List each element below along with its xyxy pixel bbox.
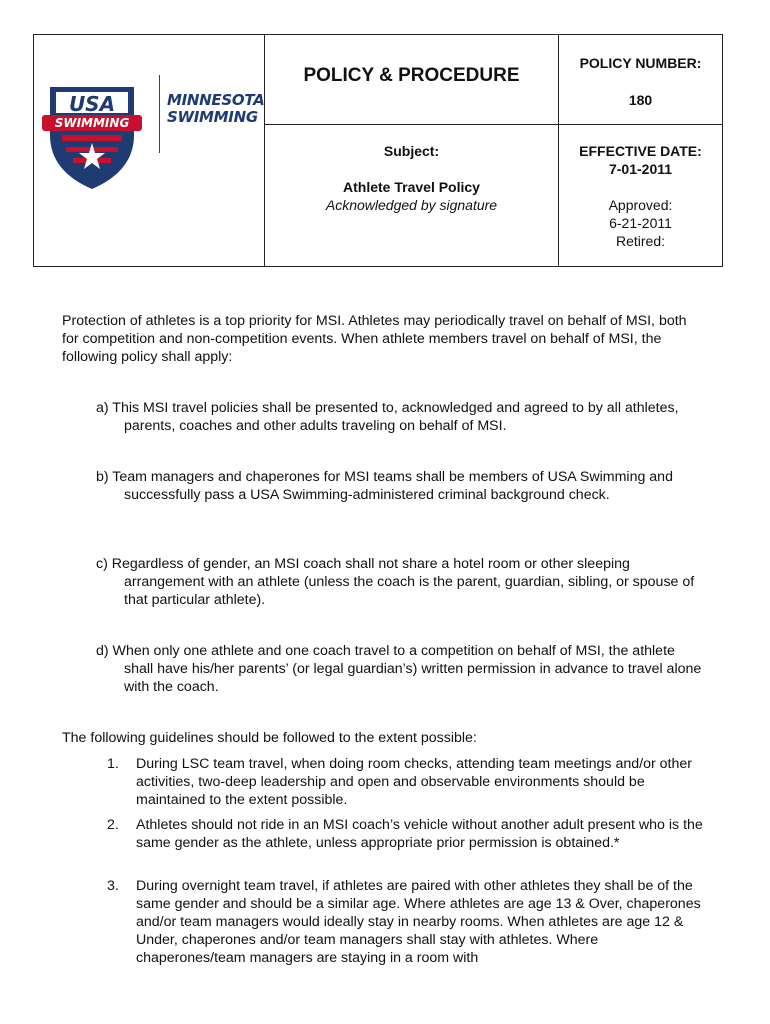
guideline-item-1 [107,755,707,809]
policy-item-text: a) This MSI travel policies shall be presented to, acknowledged and agreed to by all athletes, parents, coaches and other adults traveling on behalf of MSI. [96,400,679,434]
dates-cell [559,125,722,266]
policy-number-label: POLICY NUMBER: [579,55,702,71]
guideline-item-2 [107,816,707,852]
effective-date-value: 7-01-2011 [608,161,673,177]
policy-item-text: b) Team managers and chaperones for MSI teams shall be members of USA Swimming and successfully pass a USA Swimming-administered criminal background check. [96,469,673,503]
title-cell [265,35,559,125]
swimming-text: SWIMMING [54,116,130,130]
org-bottom-text: SWIMMING [167,108,258,126]
retired-label: Retired: [615,233,666,249]
usa-swimming-logo [42,73,142,193]
guideline-text: During LSC team travel, when doing room checks, attending team meetings and/or other activities, two-deep leadership and open and observable environments should be maintained to the extent possible. [136,756,692,808]
guidelines-intro: The following guidelines should be followed to the extent possible: [62,730,477,746]
subject-value: Athlete Travel Policy [343,179,480,195]
subject-note: Acknowledged by signature [325,197,498,213]
logo-divider [159,75,160,153]
logo-cell [34,35,265,266]
document-title: POLICY & PROCEDURE [303,65,520,86]
guideline-number: 1. [107,756,119,772]
policy-header-table [33,34,723,267]
logo-lockup [42,73,265,193]
subject-label: Subject: [383,143,440,159]
usa-text: USA [68,92,116,116]
minnesota-swimming-wordmark [167,92,264,126]
guideline-text: During overnight team travel, if athletes are paired with other athletes they shall be of the same gender and should be a similar age. Where athletes are age 13 & Over, chaperones and/or team managers would ideally stay in nearby rooms. When athletes are age 12 & Under, chaperones and/or team managers shall stay with athletes. Where chaperones/team managers are staying in a room with [136,878,701,966]
guideline-number: 2. [107,817,119,833]
guideline-item-3 [107,877,707,967]
guideline-number: 3. [107,878,119,894]
policy-item-text: d) When only one athlete and one coach travel to a competition on behalf of MSI, the athlete shall have his/her parents’ (or legal guardian’s) written permission in advance to travel alone with the coach. [96,643,702,695]
policy-item-c [96,555,706,609]
subject-cell [265,125,559,266]
approved-value: 6-21-2011 [609,215,672,231]
policy-item-b [96,468,706,504]
intro-paragraph: Protection of athletes is a top priority for MSI. Athletes may periodically travel on behalf of MSI, both for competition and non-competition events. When athlete members travel on behalf of MSI, the following policy shall apply: [62,313,687,365]
approved-label: Approved: [608,197,673,213]
policy-number-value: 180 [628,92,653,108]
org-top-text: MINNESOTA [167,91,265,109]
policy-item-d [96,642,706,696]
policy-item-a [96,399,706,435]
policy-number-cell [559,35,722,125]
effective-date-label: EFFECTIVE DATE: [579,143,702,159]
guideline-text: Athletes should not ride in an MSI coach’s vehicle without another adult present who is the same gender as the athlete, unless appropriate prior permission is obtained.* [136,817,703,851]
policy-item-text: c) Regardless of gender, an MSI coach shall not share a hotel room or other sleeping arrangement with an athlete (unless the coach is the parent, guardian, sibling, or spouse of that particular athlete). [96,556,695,608]
